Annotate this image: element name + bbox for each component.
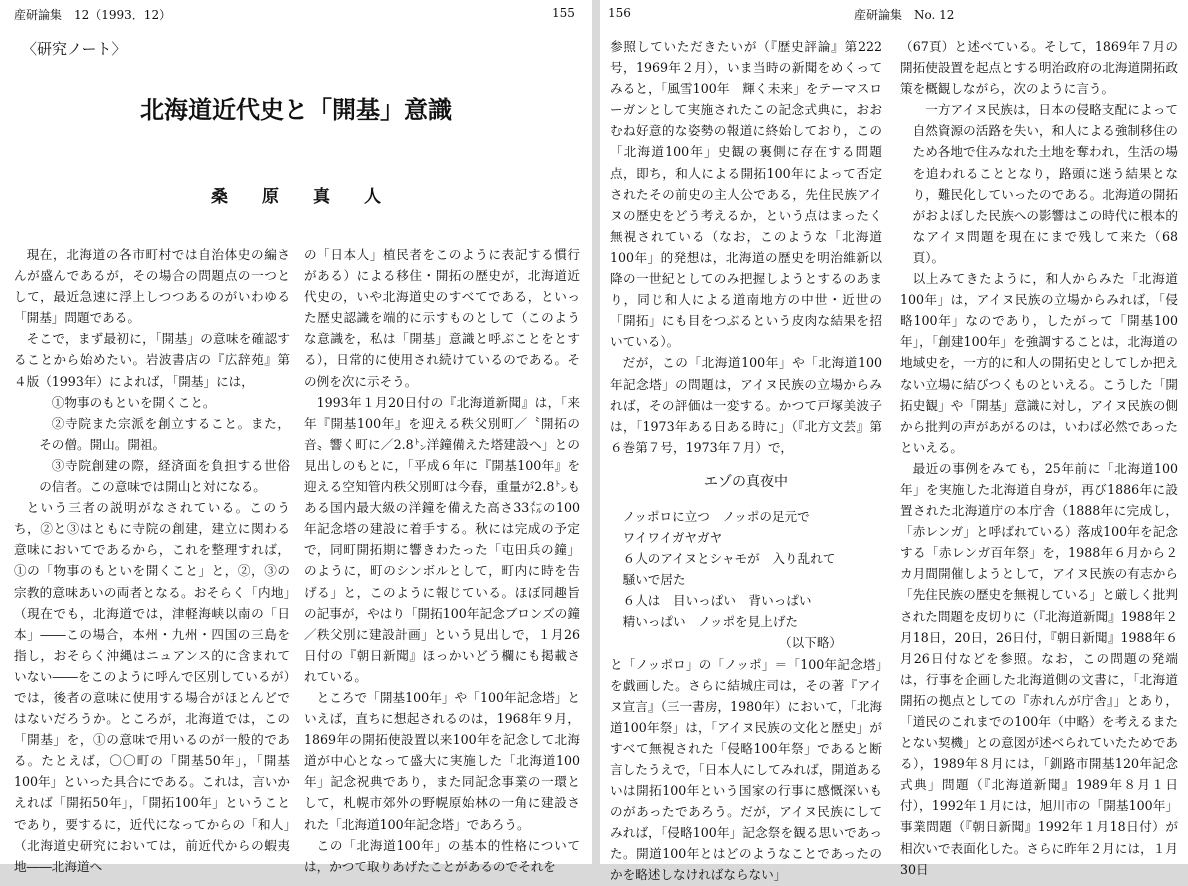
paragraph: ①物事のもといを開くこと。 (51, 394, 216, 410)
poem-omission: （以下略） (779, 635, 842, 651)
paragraph: ところで「開基100年」や「100年記念塔」といえば，直ちに想起されるのは，1968年９月，1869年の開拓使設置以来100年を記念して北海道が中心となって盛大に実施した「北海道100年」記念祝典であり，また同記念事業の一環として，札幌市郊外の野幌原始林の一角に建設された「北海道100年記念塔」であろう。 (304, 689, 580, 832)
paragraph: 参照していただきたいが（『歴史評論』第222号，1969年２月），いま当時の新聞をめくってみると，「風雪100年 輝く未来」をテーマスローガンとして実施されたこの記念式典に，おおむね好意的な姿勢の報道に終始しており，この「北海道100年」史観の裏側に存在する問題点，即ち，和人による開拓100年によって否定されたその前史の主人公である，先住民族アイヌの歴史をどう考えるか，という点はまったく無視されている（なお，このような「北海道100年」的発想は，北海道の歴史を明治維新以降の一世紀としてのみ把握しようとするのあまり，同じ和人による道南地方の中世・近世の「開拓」にも目をつぶるという皮肉な結果を招いている）。 (610, 39, 882, 350)
right-column-1-text-a (610, 36, 882, 458)
paragraph: ②寺院また宗派を創立すること。また，その僧。開山。開祖。 (39, 415, 290, 452)
paragraph: 現在，北海道の各市町村では自治体史の編さんが盛んであるが，その場合の問題点の一つとして，最近急速に浮上しつつあるのがいわゆる「開基」問題である。 (14, 247, 290, 326)
poem-line: 騒いで居た (622, 572, 686, 588)
paragraph: 1993年１月20日付の『北海道新聞』は，「来年『開基100年』を迎える秩父別町／〝開拓の音〟響く町に／2.8㌧洋鐘備えた塔建設へ」との見出しのもとに，「平成６年に『開基100年』を迎える空知管内秩父別町は今春，重量が2.8㌧もある国内最大級の洋鐘を備えた高さ33㍍の100年記念塔の建設に着手する。秋には完成の予定で，同町開拓期に響きわたった「屯田兵の鐘」のように，町のシンボルとして，町内に時を告げる」と，このように報じている。ほぼ同趣旨の記事が，やはり「開拓100年記念ブロンズの鐘／秩父別に建設計画」という見出しで，１月26日付の『朝日新聞』ほっかいどう欄にも掲載されている。 (304, 394, 580, 684)
poem-line: ワイワイガヤガヤ (622, 529, 723, 545)
paragraph: の「日本人」植民者をこのように表記する慣行がある）による移住・開拓の歴史が，北海道近代史の，いや北海道史のすべてである，といった歴史認識を端的に示すものとして（このような意識を，私は「開基」意識と呼ぶことをとする），日常的に使用され続けているのである。その例を次に示そう。 (304, 247, 580, 389)
paragraph: ③寺院創建の際，経済面を負担する世俗の信者。この意味では開山と対になる。 (39, 457, 290, 495)
paragraph: （67頁）と述べている。そして，1869年７月の開拓使設置を起点とする明治政府の北海道開拓政策を概観しながら，次のように言う。 (900, 39, 1178, 97)
right-column-1 (610, 36, 882, 883)
running-header-left: 産研論集 12（1993．12） (14, 8, 172, 22)
page-number-right: 156 (608, 6, 631, 20)
paragraph: この「北海道100年」の基本的性格については，かつて取りあげたことがあるのでそれを (304, 837, 580, 874)
paragraph: そこで，まず最初に，「開基」の意味を確認することから始めたい。岩波書店の『広辞苑』第４版（1993年）によれば，「開基」には， (14, 331, 290, 389)
poem-block (610, 506, 882, 633)
left-column-2 (304, 244, 580, 874)
author-name: 桑 原 真 人 (211, 187, 381, 207)
right-column-1-text-b (610, 654, 882, 886)
paragraph: だが，この「北海道100年」や「北海道100年記念塔」の問題は，アイヌ民族の立場からみれば，その評価は一変する。かつて戸塚美波子は，「1973年ある日ある時に」（『北方文芸』第６巻第７号，1973年７月）で， (610, 355, 882, 455)
poem-line: ６人のアイヌとシャモが 入り乱れて (622, 551, 836, 567)
paragraph: 以上みてきたように，和人からみた「北海道100年」は，アイヌ民族の立場からみれば，「侵略100年」なのであり，したがって「開基100年」，「創建100年」を強調することは，北海道の地域史を，一方的に和人の開拓史としてしか把えない立場に結びつくものといえる。こうした「開拓史観」や「開基」意識に対し，アイヌ民族の側から批判の声があがるのは，いわば必然であったといえる。 (900, 271, 1178, 455)
poem-line: ６人は 目いっぱい 背いっぱい (622, 593, 812, 609)
section-label: 〈研究ノート〉 (22, 40, 127, 58)
left-page (0, 0, 592, 874)
poem-line: ノッポロに立つ ノッポの足元で (622, 508, 810, 524)
running-header-right: 産研論集 No. 12 (854, 8, 955, 22)
right-page (600, 0, 1188, 883)
page-number-left: 155 (552, 6, 575, 20)
paragraph: 一方アイヌ民族は，日本の侵略支配によって自然資源の活路を失い，和人による強制移住のため各地で住みなれた土地を奪われ，生活の場を追われることとなり，路頭に迷う結果となり，難民化していったのである。北海道の開拓がおよぼした民族への影響はこの時代に根本的なアイヌ問題を現在にまで残して来た（68頁）。 (912, 102, 1178, 265)
paragraph: と「ノッポロ」の「ノッポ」＝「100年記念塔」を戯画した。さらに結城庄司は，その著『アイヌ宣言』（三一書房，1980年）において，「北海道100年祭」は，「アイヌ民族の文化と歴史」がすべて無視された「侵略100年祭」であると断言したうえで，「日本人にしてみれば，開道あるいは開拓100年という国家の行事に感慨深いものがあったであろう。だが，アイヌ民族にしてみれば，「侵略100年」記念祭を観る思いであった。開道100年とはどのようなことであったのかを略述しなければならない」 (610, 656, 882, 883)
left-column-1 (14, 244, 290, 874)
paper-title: 北海道近代史と「開基」意識 (140, 95, 452, 124)
paragraph: 最近の事例をみても，25年前に「北海道100年」を実施した北海道自身が，再び1886年に設置された北海道庁の本庁舎（1888年に完成し，「赤レンガ」と呼ばれている）落成100年を記念する「赤レンガ百年祭」を，1988年６月から２カ月間開催しようとして，アイヌ民族の有志から「先住民族の歴史を無視している」と厳しく批判された問題を皮切りに（『北海道新聞』1988年２月18日，20日，26日付，『朝日新聞』1988年６月26日付などを参照。なお，この問題の発端は，行事を企画した北海道側の文書に，「北海道開拓の拠点としての『赤れんが庁舎』」とあり，「道民のこれまでの100年（中略）を考えるまたとない契機」との意図が述べられていたためである），1989年８月には，「釧路市開基120年記念式典」問題（『北海道新聞』1989年８月１日付），1992年１月には，旭川市の「開基100年」事業問題（『朝日新聞』1992年１月18日付）が相次いで表面化した。さらに昨年２月には，１月30日 (900, 460, 1178, 877)
poem-line: 精いっぱい ノッポを見上げた (622, 614, 799, 630)
poem-title: エゾの真夜中 (704, 473, 788, 490)
paragraph: という三者の説明がなされている。このうち，②と③はともに寺院の創建，建立に関わる意味においてであるから，これを整理すれば，①の「物事のもといを開くこと」と，②，③の宗教的意味あいの両者となる。おそらく「内地」（現在でも，北海道では，津軽海峡以南の「日本」――この場合，本州・九州・四国の三島を指し，おそらく沖縄はニュアンス的に含まれていない――をこのように呼んで区別しているが）では，後者の意味に使用する場合がほとんどではないだろうか。ところが，北海道では，この「開基」を，①の意味で用いるのが一般的である。たとえば，〇〇町の「開基50年」，「開基100年」といった具合にである。これは，言いかえれば「開拓50年」，「開拓100年」ということであり，要するに，近代になってからの「和人」（北海道史研究においては，前近代からの蝦夷地――北海道へ (14, 500, 290, 874)
right-column-2 (900, 36, 1178, 877)
